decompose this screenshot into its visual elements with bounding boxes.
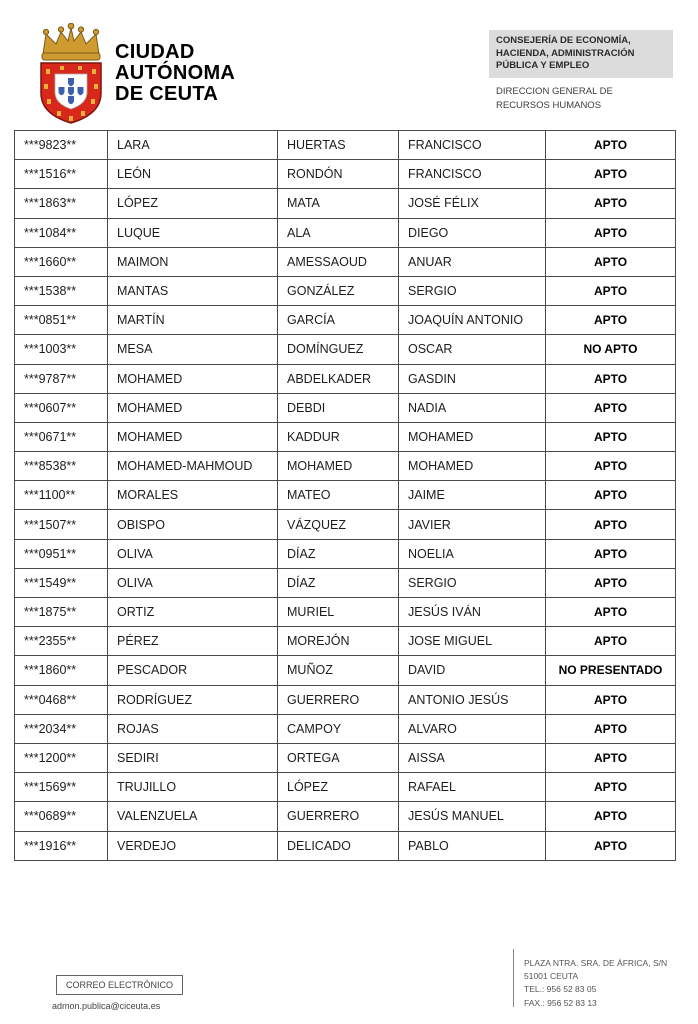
table-row: [15, 656, 676, 685]
id-cell: ***1100**: [15, 481, 108, 510]
surname2-cell: MATEO: [278, 481, 399, 510]
surname1-cell: MARTÍN: [108, 306, 278, 335]
results-table-body: [15, 131, 676, 861]
status-cell: APTO: [546, 452, 676, 481]
table-row: [15, 510, 676, 539]
name-cell: JESÚS IVÁN: [399, 598, 546, 627]
department-banner: [489, 30, 673, 78]
surname2-cell: AMESSAOUD: [278, 247, 399, 276]
name-cell: JAIME: [399, 481, 546, 510]
id-cell: ***2355**: [15, 627, 108, 656]
footer-divider: [513, 949, 514, 1007]
status-cell: APTO: [546, 685, 676, 714]
surname1-cell: RODRÍGUEZ: [108, 685, 278, 714]
surname2-cell: ORTEGA: [278, 743, 399, 772]
surname1-cell: MOHAMED-MAHMOUD: [108, 452, 278, 481]
org-name: [115, 42, 235, 105]
name-cell: ALVARO: [399, 714, 546, 743]
id-cell: ***9787**: [15, 364, 108, 393]
id-cell: ***0851**: [15, 306, 108, 335]
table-row: [15, 452, 676, 481]
id-cell: ***1003**: [15, 335, 108, 364]
surname1-cell: OLIVA: [108, 568, 278, 597]
address-block: [524, 957, 667, 1010]
name-cell: PABLO: [399, 831, 546, 860]
table-row: [15, 539, 676, 568]
status-cell: APTO: [546, 189, 676, 218]
id-cell: ***1660**: [15, 247, 108, 276]
name-cell: MOHAMED: [399, 422, 546, 451]
table-row: [15, 481, 676, 510]
status-cell: APTO: [546, 773, 676, 802]
surname2-cell: CAMPOY: [278, 714, 399, 743]
address-line1: PLAZA NTRA. SRA. DE ÁFRICA, S/N: [524, 958, 668, 968]
table-row: [15, 189, 676, 218]
table-row: [15, 160, 676, 189]
subdepartment: [496, 85, 613, 113]
status-cell: APTO: [546, 364, 676, 393]
surname2-cell: HUERTAS: [278, 131, 399, 160]
department-line2: HACIENDA, ADMINISTRACIÓN: [496, 47, 635, 59]
table-row: [15, 422, 676, 451]
department-line1: CONSEJERÍA DE ECONOMÍA,: [496, 35, 631, 46]
surname2-cell: VÁZQUEZ: [278, 510, 399, 539]
results-table: [14, 130, 676, 861]
name-cell: JAVIER: [399, 510, 546, 539]
id-cell: ***1200**: [15, 743, 108, 772]
surname1-cell: ROJAS: [108, 714, 278, 743]
surname1-cell: LARA: [108, 131, 278, 160]
id-cell: ***0671**: [15, 422, 108, 451]
surname2-cell: KADDUR: [278, 422, 399, 451]
surname1-cell: MOHAMED: [108, 422, 278, 451]
surname1-cell: MOHAMED: [108, 364, 278, 393]
surname2-cell: MUÑOZ: [278, 656, 399, 685]
status-cell: APTO: [546, 306, 676, 335]
name-cell: ANUAR: [399, 247, 546, 276]
name-cell: DAVID: [399, 656, 546, 685]
address-line4: FAX.: 956 52 83 13: [524, 997, 597, 1008]
table-row: [15, 247, 676, 276]
address-line2: 51001 CEUTA: [524, 971, 579, 982]
surname1-cell: OBISPO: [108, 510, 278, 539]
table-row: [15, 218, 676, 247]
status-cell: APTO: [546, 598, 676, 627]
surname1-cell: ORTIZ: [108, 598, 278, 627]
status-cell: APTO: [546, 481, 676, 510]
name-cell: AISSA: [399, 743, 546, 772]
surname1-cell: VALENZUELA: [108, 802, 278, 831]
surname1-cell: LEÓN: [108, 160, 278, 189]
status-cell: APTO: [546, 393, 676, 422]
id-cell: ***0607**: [15, 393, 108, 422]
id-cell: ***1538**: [15, 276, 108, 305]
id-cell: ***1507**: [15, 510, 108, 539]
id-cell: ***1084**: [15, 218, 108, 247]
status-cell: NO APTO: [546, 335, 676, 364]
id-cell: ***1569**: [15, 773, 108, 802]
surname2-cell: MOREJÓN: [278, 627, 399, 656]
name-cell: JOSE MIGUEL: [399, 627, 546, 656]
id-cell: ***1860**: [15, 656, 108, 685]
table-row: [15, 335, 676, 364]
id-cell: ***0689**: [15, 802, 108, 831]
org-name-line2: AUTÓNOMA: [115, 62, 236, 84]
surname2-cell: MATA: [278, 189, 399, 218]
surname2-cell: MOHAMED: [278, 452, 399, 481]
department-line3: PÚBLICA Y EMPLEO: [496, 60, 590, 72]
surname1-cell: PESCADOR: [108, 656, 278, 685]
surname1-cell: MESA: [108, 335, 278, 364]
ceuta-coat-of-arms-icon: [33, 23, 109, 127]
table-row: [15, 393, 676, 422]
id-cell: ***8538**: [15, 452, 108, 481]
surname2-cell: DEBDI: [278, 393, 399, 422]
surname2-cell: GONZÁLEZ: [278, 276, 399, 305]
table-row: [15, 598, 676, 627]
id-cell: ***1516**: [15, 160, 108, 189]
surname2-cell: GUERRERO: [278, 802, 399, 831]
status-cell: APTO: [546, 218, 676, 247]
status-cell: APTO: [546, 276, 676, 305]
email-label: CORREO ELECTRÓNICO: [56, 975, 183, 995]
surname2-cell: GUERRERO: [278, 685, 399, 714]
table-row: [15, 306, 676, 335]
id-cell: ***1916**: [15, 831, 108, 860]
status-cell: APTO: [546, 160, 676, 189]
name-cell: ANTONIO JESÚS: [399, 685, 546, 714]
status-cell: APTO: [546, 568, 676, 597]
name-cell: OSCAR: [399, 335, 546, 364]
table-row: [15, 568, 676, 597]
status-cell: APTO: [546, 802, 676, 831]
org-name-line3: DE CEUTA: [115, 83, 219, 105]
id-cell: ***1863**: [15, 189, 108, 218]
surname2-cell: ABDELKADER: [278, 364, 399, 393]
table-row: [15, 831, 676, 860]
surname1-cell: MOHAMED: [108, 393, 278, 422]
surname2-cell: RONDÓN: [278, 160, 399, 189]
table-row: [15, 714, 676, 743]
table-row: [15, 627, 676, 656]
name-cell: RAFAEL: [399, 773, 546, 802]
email-address: admon.publica@ciceuta.es: [52, 1001, 161, 1011]
surname1-cell: PÉREZ: [108, 627, 278, 656]
table-row: [15, 131, 676, 160]
surname2-cell: MURIEL: [278, 598, 399, 627]
address-line3: TEL.: 956 52 83 05: [524, 984, 597, 995]
table-row: [15, 276, 676, 305]
surname2-cell: DÍAZ: [278, 539, 399, 568]
subdepartment-line1: DIRECCION GENERAL DE: [496, 86, 613, 97]
surname1-cell: VERDEJO: [108, 831, 278, 860]
name-cell: SERGIO: [399, 568, 546, 597]
surname2-cell: GARCÍA: [278, 306, 399, 335]
id-cell: ***0468**: [15, 685, 108, 714]
status-cell: APTO: [546, 510, 676, 539]
surname2-cell: ALA: [278, 218, 399, 247]
table-row: [15, 802, 676, 831]
name-cell: FRANCISCO: [399, 160, 546, 189]
status-cell: APTO: [546, 627, 676, 656]
table-row: [15, 743, 676, 772]
surname2-cell: DOMÍNGUEZ: [278, 335, 399, 364]
name-cell: DIEGO: [399, 218, 546, 247]
id-cell: ***2034**: [15, 714, 108, 743]
surname2-cell: DELICADO: [278, 831, 399, 860]
surname1-cell: TRUJILLO: [108, 773, 278, 802]
surname1-cell: MORALES: [108, 481, 278, 510]
status-cell: APTO: [546, 131, 676, 160]
name-cell: NOELIA: [399, 539, 546, 568]
name-cell: JOAQUÍN ANTONIO: [399, 306, 546, 335]
name-cell: FRANCISCO: [399, 131, 546, 160]
table-row: [15, 685, 676, 714]
id-cell: ***1875**: [15, 598, 108, 627]
surname2-cell: DÍAZ: [278, 568, 399, 597]
name-cell: SERGIO: [399, 276, 546, 305]
status-cell: NO PRESENTADO: [546, 656, 676, 685]
status-cell: APTO: [546, 539, 676, 568]
status-cell: APTO: [546, 422, 676, 451]
status-cell: APTO: [546, 714, 676, 743]
id-cell: ***0951**: [15, 539, 108, 568]
status-cell: APTO: [546, 743, 676, 772]
id-cell: ***1549**: [15, 568, 108, 597]
id-cell: ***9823**: [15, 131, 108, 160]
surname1-cell: LUQUE: [108, 218, 278, 247]
name-cell: NADIA: [399, 393, 546, 422]
status-cell: APTO: [546, 831, 676, 860]
name-cell: JOSÉ FÉLIX: [399, 189, 546, 218]
name-cell: JESÚS MANUEL: [399, 802, 546, 831]
org-name-line1: CIUDAD: [115, 41, 195, 63]
surname1-cell: MAIMON: [108, 247, 278, 276]
surname1-cell: OLIVA: [108, 539, 278, 568]
name-cell: GASDIN: [399, 364, 546, 393]
status-cell: APTO: [546, 247, 676, 276]
subdepartment-line2: RECURSOS HUMANOS: [496, 99, 602, 111]
surname1-cell: LÓPEZ: [108, 189, 278, 218]
table-row: [15, 773, 676, 802]
surname2-cell: LÓPEZ: [278, 773, 399, 802]
surname1-cell: SEDIRI: [108, 743, 278, 772]
surname1-cell: MANTAS: [108, 276, 278, 305]
name-cell: MOHAMED: [399, 452, 546, 481]
table-row: [15, 364, 676, 393]
